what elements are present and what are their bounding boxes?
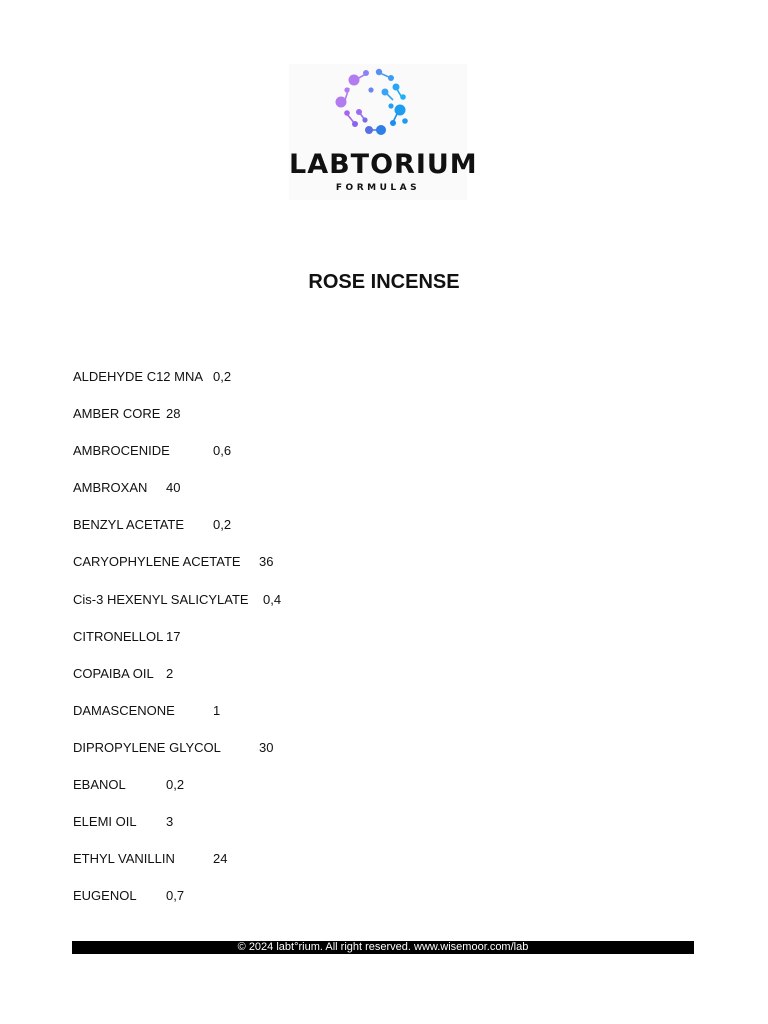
ingredient-row: [73, 628, 693, 665]
ingredient-amount: 0,2: [166, 777, 185, 793]
ingredient-name: ELEMI OIL: [73, 814, 137, 830]
ingredient-amount: 0,2: [213, 369, 232, 384]
ingredient-amount: 17: [166, 628, 181, 644]
ingredient-name: AMBER CORE: [73, 406, 161, 422]
ingredient-list: [73, 368, 693, 924]
ingredient-amount: 30: [259, 739, 274, 755]
ingredient-row: [73, 516, 693, 553]
formula-title: ROSE INCENSE: [308, 271, 460, 293]
ingredient-name: Cis-3 HEXENYL SALICYLATE: [73, 591, 249, 607]
ingredient-row: [73, 442, 693, 479]
ingredient-amount: 28: [166, 406, 181, 422]
ingredient-name: DIPROPYLENE GLYCOL: [73, 739, 221, 755]
ingredient-row: [73, 591, 693, 628]
ingredient-row: [73, 479, 693, 516]
ingredient-amount: 2: [166, 665, 174, 681]
ingredient-name: CARYOPHYLENE ACETATE: [73, 554, 241, 570]
ingredient-name: COPAIBA OIL: [73, 665, 154, 681]
ingredient-amount: 36: [259, 554, 274, 570]
ingredient-amount: 40: [166, 480, 181, 496]
ingredient-name: AMBROXAN: [73, 480, 148, 496]
ingredient-row: [73, 368, 693, 405]
logo-wordmark: LABTORIUM: [289, 149, 478, 180]
ingredient-row: [73, 405, 693, 442]
ingredient-name: AMBROCENIDE: [73, 443, 170, 459]
ingredient-row: [73, 739, 693, 776]
ingredient-row: [73, 887, 693, 924]
ingredient-amount: 24: [213, 851, 228, 867]
ingredient-amount: 0,6: [213, 443, 232, 459]
ingredient-name: EUGENOL: [73, 888, 137, 904]
copyright-footer: © 2024 labt°rium. All right reserved. www.wisemoor.com/lab: [72, 941, 694, 954]
ingredient-name: CITRONELLOL: [73, 628, 164, 644]
ingredient-row: [73, 776, 693, 813]
ingredient-amount: 3: [166, 814, 174, 830]
ingredient-row: [73, 702, 693, 739]
ingredient-name: ETHYL VANILLIN: [73, 851, 175, 867]
ingredient-amount: 1: [213, 702, 221, 718]
ingredient-amount: 0,4: [263, 591, 282, 607]
ingredient-name: EBANOL: [73, 777, 126, 793]
ingredient-amount: 0,2: [213, 517, 232, 533]
ingredient-row: [73, 850, 693, 887]
ingredient-name: ALDEHYDE C12 MNA: [73, 369, 204, 384]
ingredient-row: [73, 813, 693, 850]
ingredient-row: [73, 665, 693, 702]
ingredient-amount: 0,7: [166, 888, 185, 904]
ingredient-row: [73, 553, 693, 590]
ingredient-name: BENZYL ACETATE: [73, 517, 185, 533]
molecule-ring-icon: [333, 66, 423, 142]
labtorium-logo: [289, 64, 478, 200]
ingredient-name: DAMASCENONE: [73, 702, 175, 718]
logo-subtitle: FORMULAS: [335, 183, 421, 193]
